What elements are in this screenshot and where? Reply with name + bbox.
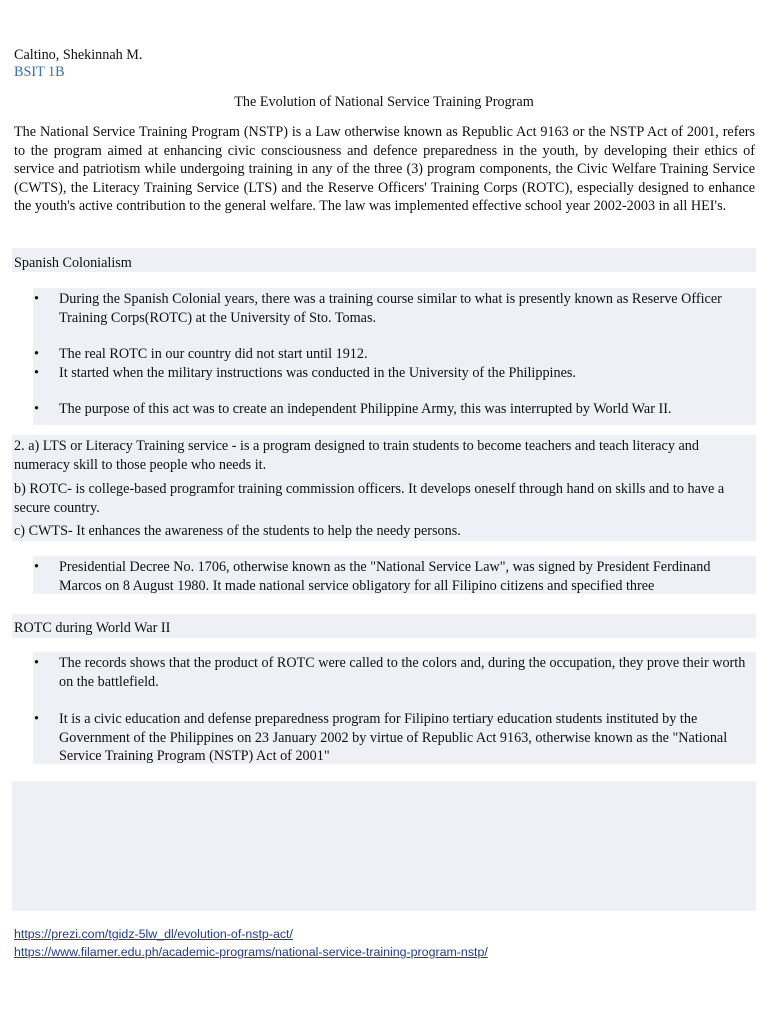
list-item: • It is a civic education and defense preparedness program for Filipino tertiary education students instituted by the Government of the Philippines on 23 January 2002 by virtue of Republic Act 9163, otherwise known as the "National Service Training Program (NSTP) Act of 2001" bbox=[32, 710, 752, 766]
component-rotc: b) ROTC- is college-based programfor training commission officers. It develops oneself through hand on skills and to have a secure country. bbox=[14, 481, 725, 516]
document-title: The Evolution of National Service Training Program bbox=[234, 94, 534, 110]
component-cwts: c) CWTS- It enhances the awareness of the students to help the needy persons. bbox=[14, 523, 461, 539]
reference-links bbox=[14, 925, 488, 961]
intro-paragraph: The National Service Training Program (NSTP) is a Law otherwise known as Republic Act 9163 or the NSTP Act of 2001, refers to the program aimed at enhancing civic consciousness and defence preparedness in the youth, by developing their ethics of service and patriotism while undergoing training in any of the three (3) program components, the Civic Welfare Training Service (CWTS), the Literacy Training Service (LTS) and the Reserve Officers' Training Corps (ROTC), especially designed to enhance the youth's active contribution to the general welfare. The law was implemented effective school year 2002-2003 in all HEI's. bbox=[14, 124, 755, 214]
list-item: • It started when the military instructions was conducted in the University of the Philippines. bbox=[32, 364, 752, 383]
reference-link[interactable]: https://www.filamer.edu.ph/academic-programs/national-service-training-program-nstp/ bbox=[14, 945, 488, 959]
list-item: • The records shows that the product of ROTC were called to the colors and, during the occupation, they prove their worth on the battlefield. bbox=[32, 654, 752, 691]
section-heading-ww2: ROTC during World War II bbox=[14, 620, 171, 636]
blank-shaded-block bbox=[12, 781, 756, 911]
bullet-list-spanish-3 bbox=[32, 400, 752, 419]
section-heading-spanish: Spanish Colonialism bbox=[14, 255, 132, 271]
bullet-list-decree bbox=[32, 558, 752, 595]
reference-link[interactable]: https://prezi.com/tgidz-5lw_dl/evolution-of-nstp-act/ bbox=[14, 927, 293, 941]
component-lts: 2. a) LTS or Literacy Training service - is a program designed to train students to become teachers and teach literacy and numeracy skill to those people who needs it. bbox=[14, 438, 699, 473]
list-item: • The purpose of this act was to create an independent Philippine Army, this was interrupted by World War II. bbox=[32, 400, 752, 419]
list-item: • Presidential Decree No. 1706, otherwise known as the "National Service Law", was signed by President Ferdinand Marcos on 8 August 1980. It made national service obligatory for all Filipino citizens and specified three bbox=[32, 558, 752, 595]
author-name: Caltino, Shekinnah M. bbox=[14, 47, 143, 63]
list-item: • During the Spanish Colonial years, there was a training course similar to what is presently known as Reserve Officer Training Corps(ROTC) at the University of Sto. Tomas. bbox=[32, 290, 752, 327]
bullet-list-spanish-2 bbox=[32, 345, 752, 382]
bullet-list-spanish bbox=[32, 290, 752, 327]
class-section: BSIT 1B bbox=[14, 64, 65, 80]
bullet-list-ww2-2 bbox=[32, 710, 752, 766]
bullet-list-ww2 bbox=[32, 654, 752, 691]
list-item: • The real ROTC in our country did not start until 1912. bbox=[32, 345, 752, 364]
